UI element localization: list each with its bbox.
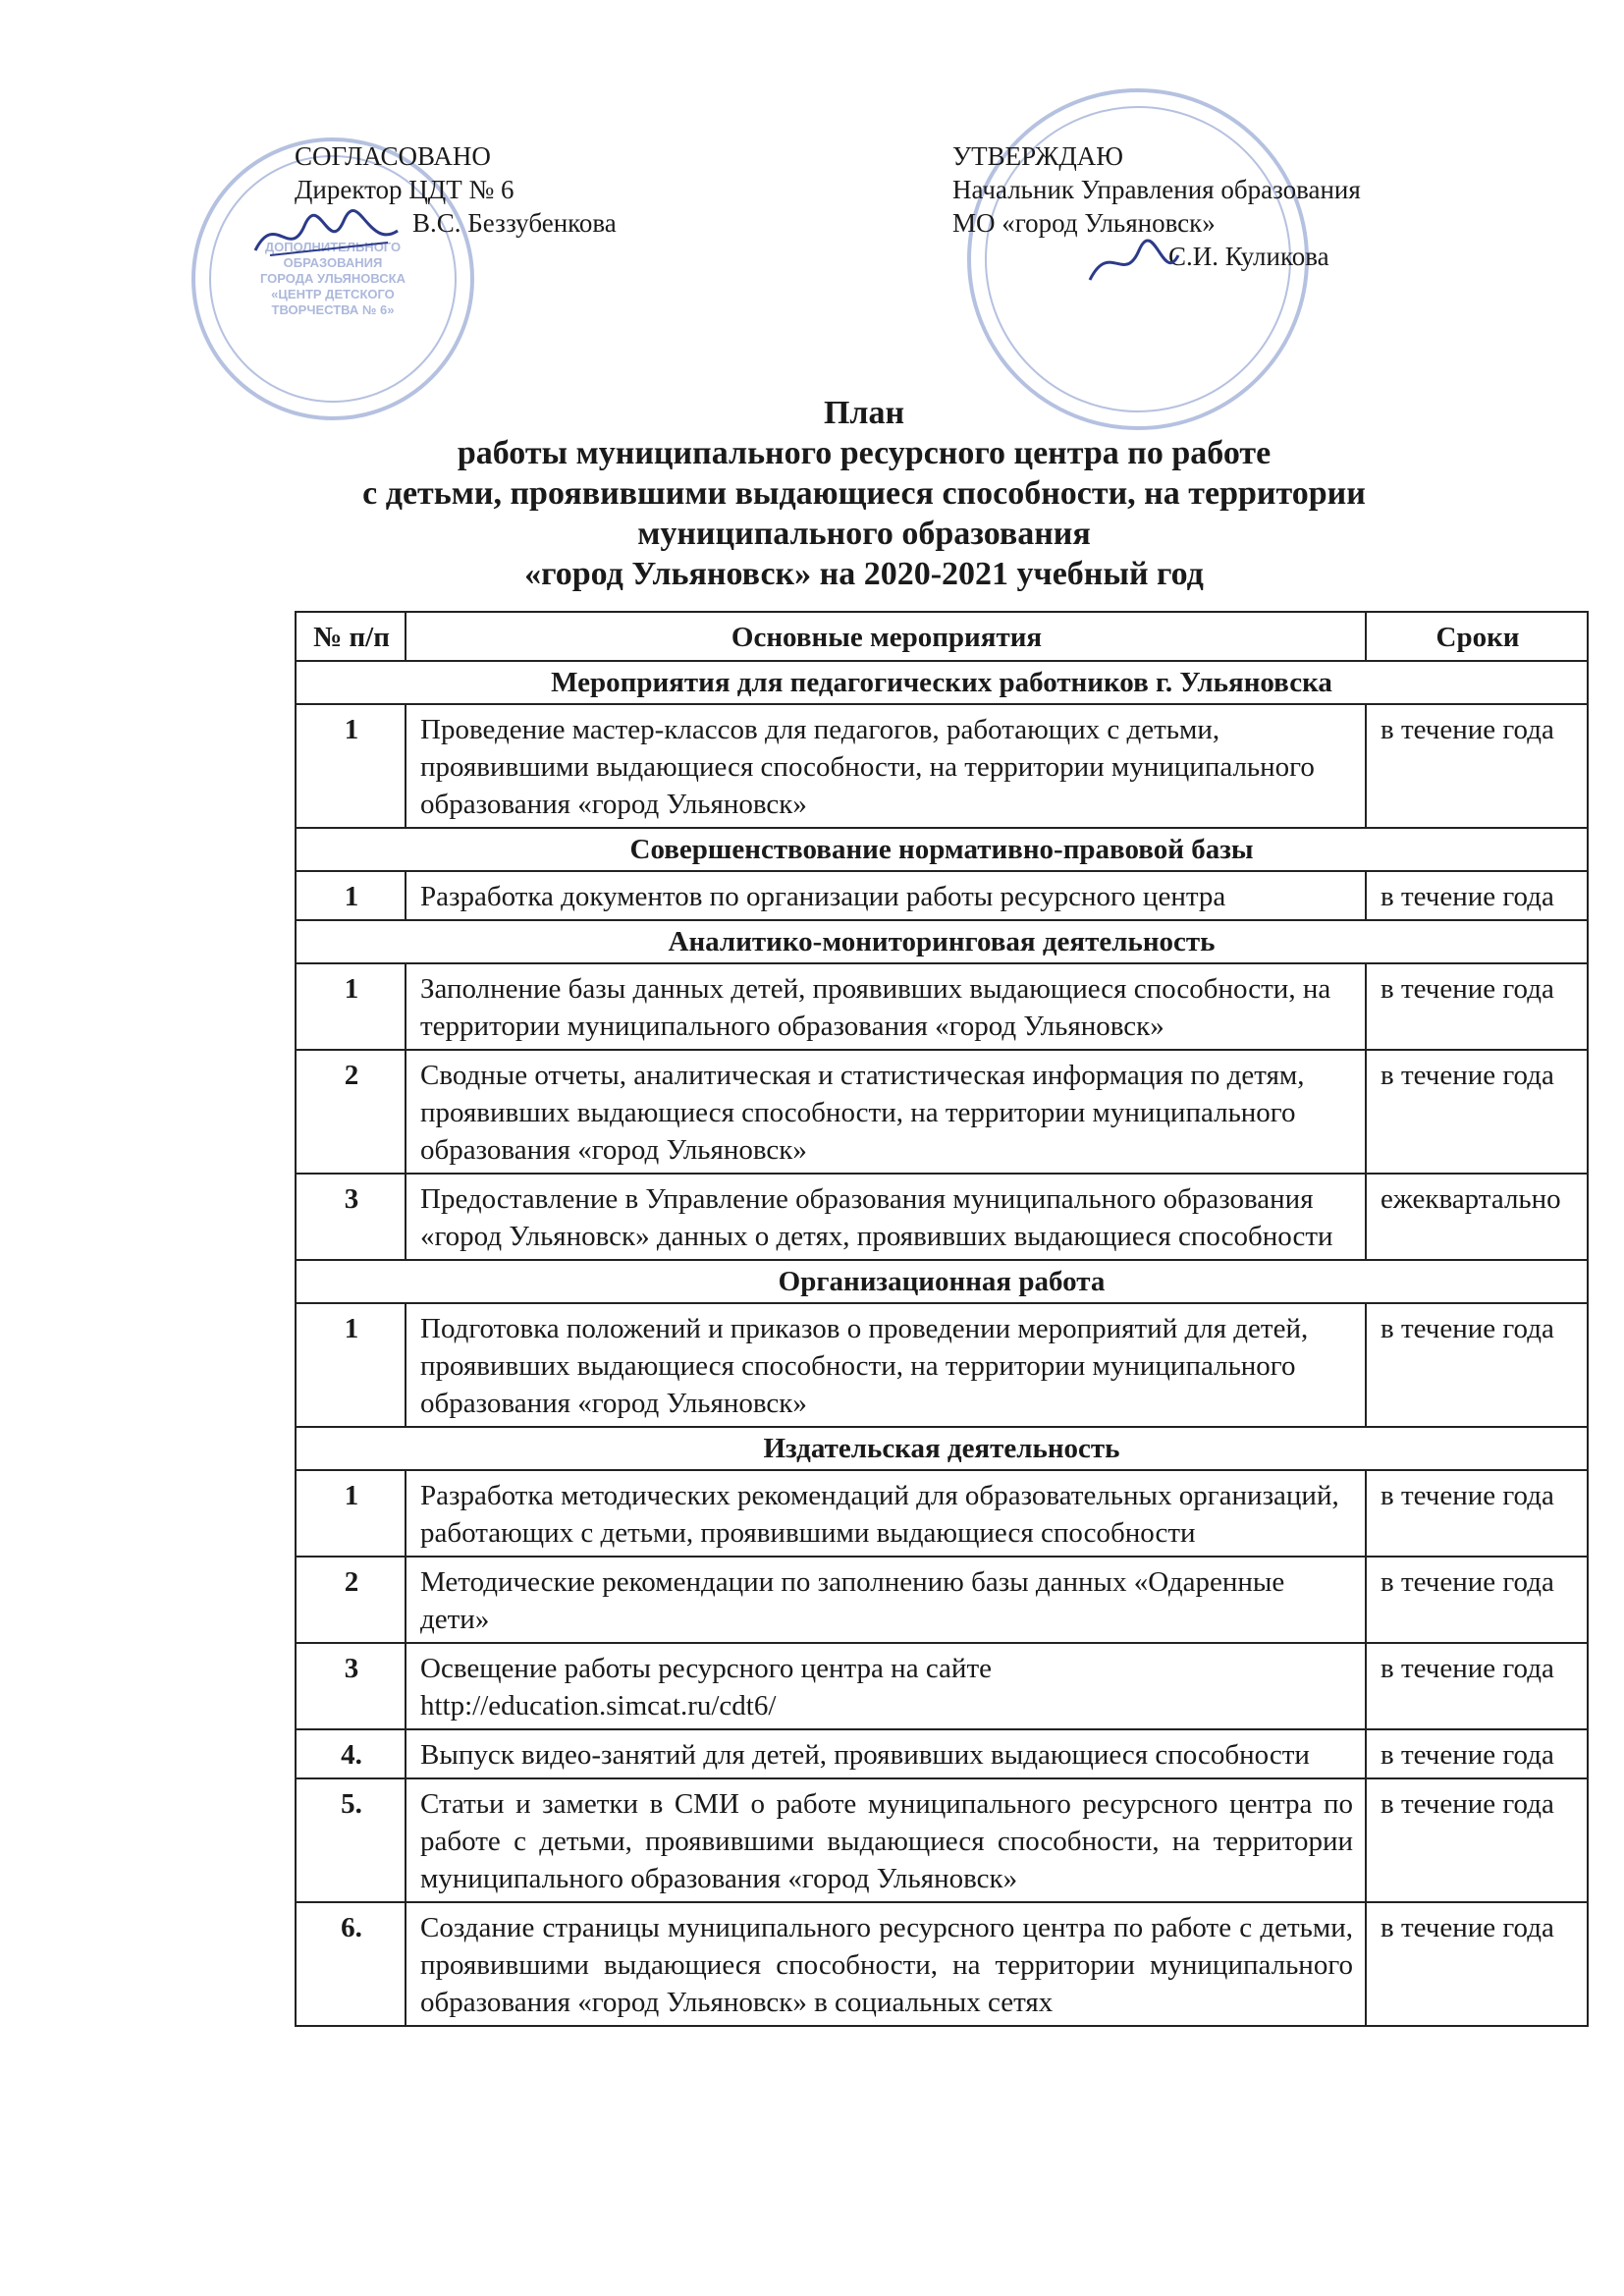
row-num: 2 (296, 1050, 406, 1174)
table-row (296, 1778, 1588, 1902)
row-term: ежеквартально (1366, 1174, 1588, 1260)
agreed-heading: СОГЛАСОВАНО (295, 141, 491, 171)
section-title: Издательская деятельность (296, 1427, 1588, 1470)
section-title: Совершенствование нормативно-правовой базы (296, 828, 1588, 871)
approved-name: С.И. Куликова (1168, 242, 1329, 271)
title-line4: муниципального образования (637, 516, 1091, 552)
row-num: 2 (296, 1557, 406, 1643)
agreed-name: В.С. Беззубенкова (412, 208, 617, 238)
row-term: в течение года (1366, 1643, 1588, 1729)
row-text: Подготовка положений и приказов о проведении мероприятий для детей, проявивших выдающиеся способности, на территории муниципального образования «город Ульяновск» (406, 1303, 1366, 1427)
header-events: Основные мероприятия (406, 612, 1366, 661)
row-num: 1 (296, 704, 406, 828)
plan-table (295, 611, 1589, 2027)
section-row (296, 661, 1588, 704)
stamp-cdt-text: ДОПОЛНИТЕЛЬНОГО ОБРАЗОВАНИЯ ГОРОДА УЛЬЯНОВСКА «ЦЕНТР ДЕТСКОГО ТВОРЧЕСТВА № 6» (259, 240, 406, 317)
document-title (275, 393, 1453, 594)
row-num: 5. (296, 1778, 406, 1902)
section-row (296, 1427, 1588, 1470)
row-term: в течение года (1366, 1729, 1588, 1778)
agreed-position: Директор ЦДТ № 6 (295, 175, 514, 204)
section-title: Мероприятия для педагогических работников г. Ульяновска (296, 661, 1588, 704)
row-text: Сводные отчеты, аналитическая и статистическая информация по детям, проявивших выдающиеся способности, на территории муниципального образования «город Ульяновск» (406, 1050, 1366, 1174)
row-text: Статьи и заметки в СМИ о работе муниципального ресурсного центра по работе с детьми, проявившими выдающиеся способности, на территории муниципального образования «город Ульяновск» (406, 1778, 1366, 1902)
approved-heading: УТВЕРЖДАЮ (952, 141, 1124, 171)
row-term: в течение года (1366, 1303, 1588, 1427)
header-terms: Сроки (1366, 612, 1588, 661)
table-row (296, 1050, 1588, 1174)
row-text: Заполнение базы данных детей, проявивших выдающиеся способности, на территории муниципального образования «город Ульяновск» (406, 963, 1366, 1050)
section-row (296, 920, 1588, 963)
table-row (296, 1470, 1588, 1557)
row-text: Методические рекомендации по заполнению базы данных «Одаренные дети» (406, 1557, 1366, 1643)
table-row (296, 704, 1588, 828)
title-line5: «город Ульяновск» на 2020-2021 учебный год (524, 556, 1204, 592)
row-term: в течение года (1366, 963, 1588, 1050)
row-num: 6. (296, 1902, 406, 2026)
row-term: в течение года (1366, 871, 1588, 920)
section-row (296, 1260, 1588, 1303)
row-num: 1 (296, 1303, 406, 1427)
row-term: в течение года (1366, 1050, 1588, 1174)
section-title: Организационная работа (296, 1260, 1588, 1303)
row-text: Выпуск видео-занятий для детей, проявивших выдающиеся способности (406, 1729, 1366, 1778)
row-text: Освещение работы ресурсного центра на сайте http://education.simcat.ru/cdt6/ (406, 1643, 1366, 1729)
table-row (296, 1902, 1588, 2026)
row-num: 1 (296, 963, 406, 1050)
table-row (296, 1557, 1588, 1643)
header-num: № п/п (296, 612, 406, 661)
row-num: 1 (296, 871, 406, 920)
row-text: Разработка методических рекомендаций для образовательных организаций, работающих с детьми, проявившими выдающиеся способности (406, 1470, 1366, 1557)
table-row (296, 963, 1588, 1050)
row-num: 3 (296, 1174, 406, 1260)
row-term: в течение года (1366, 704, 1588, 828)
title-line2: работы муниципального ресурсного центра по работе (457, 435, 1272, 471)
table-row (296, 1303, 1588, 1427)
approved-position-line2: МО «город Ульяновск» (952, 208, 1216, 238)
approved-position-line1: Начальник Управления образования (952, 175, 1361, 204)
row-term: в течение года (1366, 1557, 1588, 1643)
title-line1: План (823, 395, 905, 431)
row-text: Предоставление в Управление образования муниципального образования «город Ульяновск» данных о детях, проявивших выдающиеся способности (406, 1174, 1366, 1260)
section-row (296, 828, 1588, 871)
table-header-row (296, 612, 1588, 661)
row-num: 4. (296, 1729, 406, 1778)
row-num: 1 (296, 1470, 406, 1557)
section-title: Аналитико-мониторинговая деятельность (296, 920, 1588, 963)
table-row (296, 1174, 1588, 1260)
row-text: Проведение мастер-классов для педагогов, работающих с детьми, проявившими выдающиеся способности, на территории муниципального образования «город Ульяновск» (406, 704, 1366, 828)
table-row (296, 1729, 1588, 1778)
row-num: 3 (296, 1643, 406, 1729)
table-row (296, 1643, 1588, 1729)
row-term: в течение года (1366, 1470, 1588, 1557)
row-text: Создание страницы муниципального ресурсного центра по работе с детьми, проявившими выдающиеся способности, на территории муниципального образования «город Ульяновск» в социальных сетях (406, 1902, 1366, 2026)
row-text: Разработка документов по организации работы ресурсного центра (406, 871, 1366, 920)
row-term: в течение года (1366, 1902, 1588, 2026)
signature-right (1080, 236, 1188, 295)
signature-left (250, 201, 407, 270)
table-row (296, 871, 1588, 920)
row-term: в течение года (1366, 1778, 1588, 1902)
title-line3: с детьми, проявившими выдающиеся способности, на территории (362, 475, 1366, 512)
